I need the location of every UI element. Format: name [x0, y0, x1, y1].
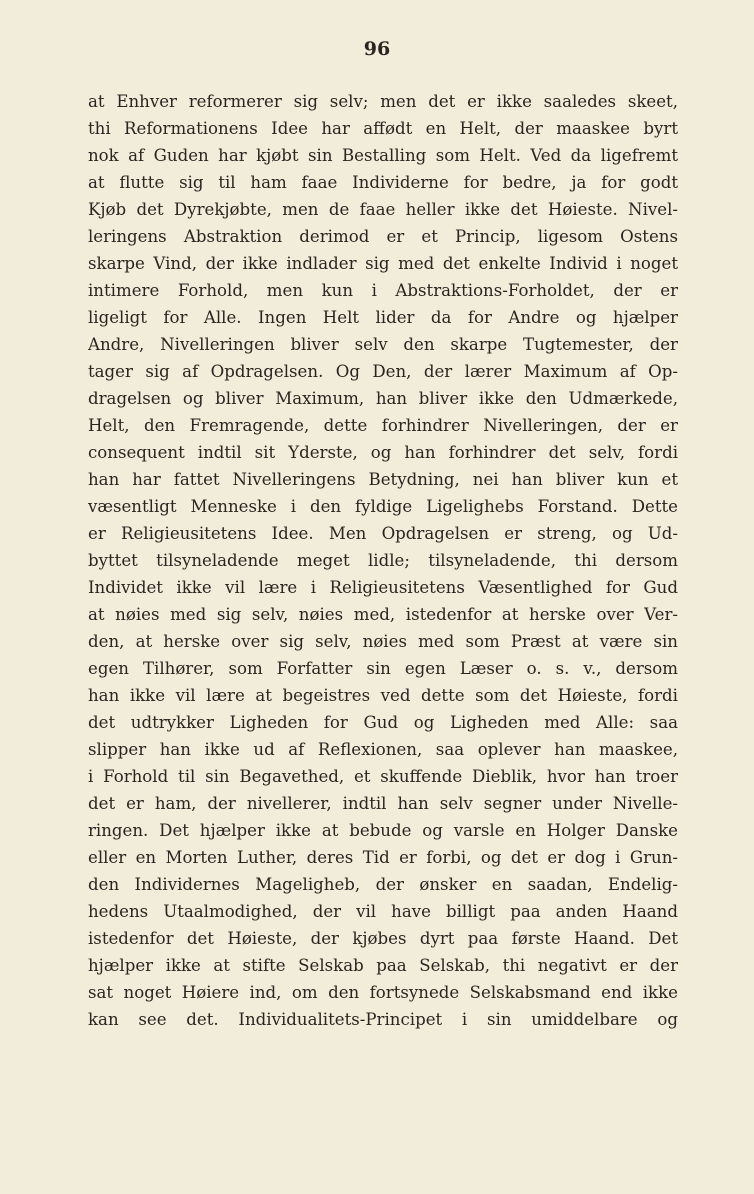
text-line: eller en Morten Luther, deres Tid er forbi, og det er dog i Grun- [88, 848, 678, 867]
text-line: dragelsen og bliver Maximum, han bliver ikke den Udmærkede, [88, 389, 678, 408]
text-line: tager sig af Opdragelsen. Og Den, der lærer Maximum af Op- [88, 362, 678, 381]
text-line: i Forhold til sin Begavethed, et skuffende Dieblik, hvor han troer [88, 767, 678, 786]
text-line: Individet ikke vil lære i Religieusitetens Væsentlighed for Gud [88, 578, 678, 597]
text-line: ligeligt for Alle. Ingen Helt lider da for Andre og hjælper [88, 308, 678, 327]
text-line: kan see det. Individualitets-Principet i sin umiddelbare og [88, 1010, 678, 1029]
text-line: at Enhver reformerer sig selv; men det er ikke saaledes skeet, [88, 92, 678, 111]
body-text [88, 88, 678, 1033]
text-line: er Religieusitetens Idee. Men Opdragelsen er streng, og Ud- [88, 524, 678, 543]
text-line: thi Reformationens Idee har affødt en Helt, der maaskee byrt [88, 119, 678, 138]
text-line: slipper han ikke ud af Reflexionen, saa oplever han maaskee, [88, 740, 678, 759]
text-line: byttet tilsyneladende meget lidle; tilsyneladende, thi dersom [88, 551, 678, 570]
text-line: sat noget Høiere ind, om den fortsynede Selskabsmand end ikke [88, 983, 678, 1002]
text-line: hjælper ikke at stifte Selskab paa Selskab, thi negativt er der [88, 956, 678, 975]
text-line: intimere Forhold, men kun i Abstraktions-Forholdet, der er [88, 281, 678, 300]
text-line: det udtrykker Ligheden for Gud og Ligheden med Alle: saa [88, 713, 678, 732]
text-line: det er ham, der nivellerer, indtil han selv segner under Nivelle- [88, 794, 678, 813]
text-line: hedens Utaalmodighed, der vil have billigt paa anden Haand [88, 902, 678, 921]
page-number: 96 [363, 38, 391, 60]
text-line: skarpe Vind, der ikke indlader sig med det enkelte Individ i noget [88, 254, 678, 273]
text-line: Helt, den Fremragende, dette forhindrer Nivelleringen, der er [88, 416, 678, 435]
text-line: nok af Guden har kjøbt sin Bestalling som Helt. Ved da ligefremt [88, 146, 678, 165]
text-line: han ikke vil lære at begeistres ved dette som det Høieste, fordi [88, 686, 678, 705]
text-line: at flutte sig til ham faae Individerne for bedre, ja for godt [88, 173, 678, 192]
text-line: Kjøb det Dyrekjøbte, men de faae heller ikke det Høieste. Nivel- [88, 200, 678, 219]
text-line: væsentligt Menneske i den fyldige Ligelighebs Forstand. Dette [88, 497, 678, 516]
text-line: consequent indtil sit Yderste, og han forhindrer det selv, fordi [88, 443, 678, 462]
text-line: han har fattet Nivelleringens Betydning, nei han bliver kun et [88, 470, 678, 489]
text-line: egen Tilhører, som Forfatter sin egen Læser o. s. v., dersom [88, 659, 678, 678]
text-line: at nøies med sig selv, nøies med, istedenfor at herske over Ver- [88, 605, 678, 624]
text-line: den Individernes Mageligheb, der ønsker en saadan, Endelig- [88, 875, 678, 894]
text-line: leringens Abstraktion derimod er et Princip, ligesom Ostens [88, 227, 678, 246]
text-line: Andre, Nivelleringen bliver selv den skarpe Tugtemester, der [88, 335, 678, 354]
text-line: istedenfor det Høieste, der kjøbes dyrt paa første Haand. Det [88, 929, 678, 948]
text-line: ringen. Det hjælper ikke at bebude og varsle en Holger Danske [88, 821, 678, 840]
text-line: den, at herske over sig selv, nøies med som Præst at være sin [88, 632, 678, 651]
